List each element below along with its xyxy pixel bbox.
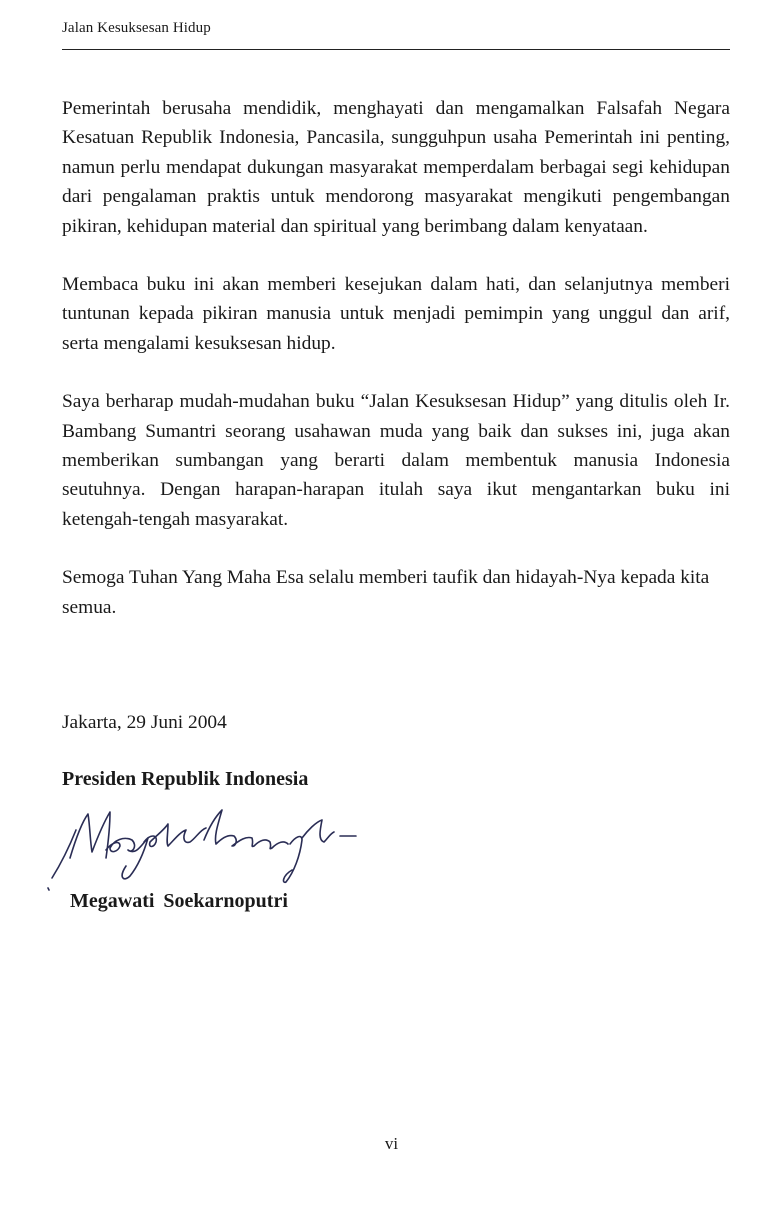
place-date: Jakarta, 29 Juni 2004: [62, 712, 227, 733]
foreword-body: [62, 94, 730, 651]
signer-office: Presiden Republik Indonesia: [62, 768, 309, 790]
paragraph-1: Pemerintah berusaha mendidik, menghayati dan mengamalkan Falsafah Negara Kesatuan Republik Indonesia, Pancasila, sungguhpun usaha Pemerintah ini penting, namun perlu mendapat dukungan masyarakat memperdalam berbagai segi kehidupan dari pengalaman praktis untuk mendorong masyarakat mengikuti pengembangan pikiran, kehidupan material dan spiritual yang berimbang dalam kenyataan.: [62, 98, 730, 237]
paragraph-3: Saya berharap mudah-mudahan buku “Jalan Kesuksesan Hidup” yang ditulis oleh Ir. Bambang Sumantri seorang usahawan muda yang baik dan sukses ini, juga akan memberikan sumbangan yang berarti dalam membentuk manusia Indonesia seutuhnya. Dengan harapan-harapan itulah saya ikut mengantarkan buku ini ketengah-tengah masyarakat.: [62, 391, 730, 530]
paragraph-4: Semoga Tuhan Yang Maha Esa selalu memberi taufik dan hidayah-Nya kepada kita semua.: [62, 567, 710, 618]
header-rule: [62, 49, 730, 50]
running-header: Jalan Kesuksesan Hidup: [62, 20, 211, 36]
signer-name: Megawati Soekarnoputri: [70, 890, 288, 912]
page-number: vi: [384, 1134, 399, 1153]
paragraph-2: Membaca buku ini akan memberi kesejukan dalam hati, dan selanjutnya memberi tuntunan kepada pikiran manusia untuk menjadi pemimpin yang unggul dan arif, serta mengalami kesuksesan hidup.: [62, 274, 730, 354]
handwritten-signature: [40, 800, 380, 895]
